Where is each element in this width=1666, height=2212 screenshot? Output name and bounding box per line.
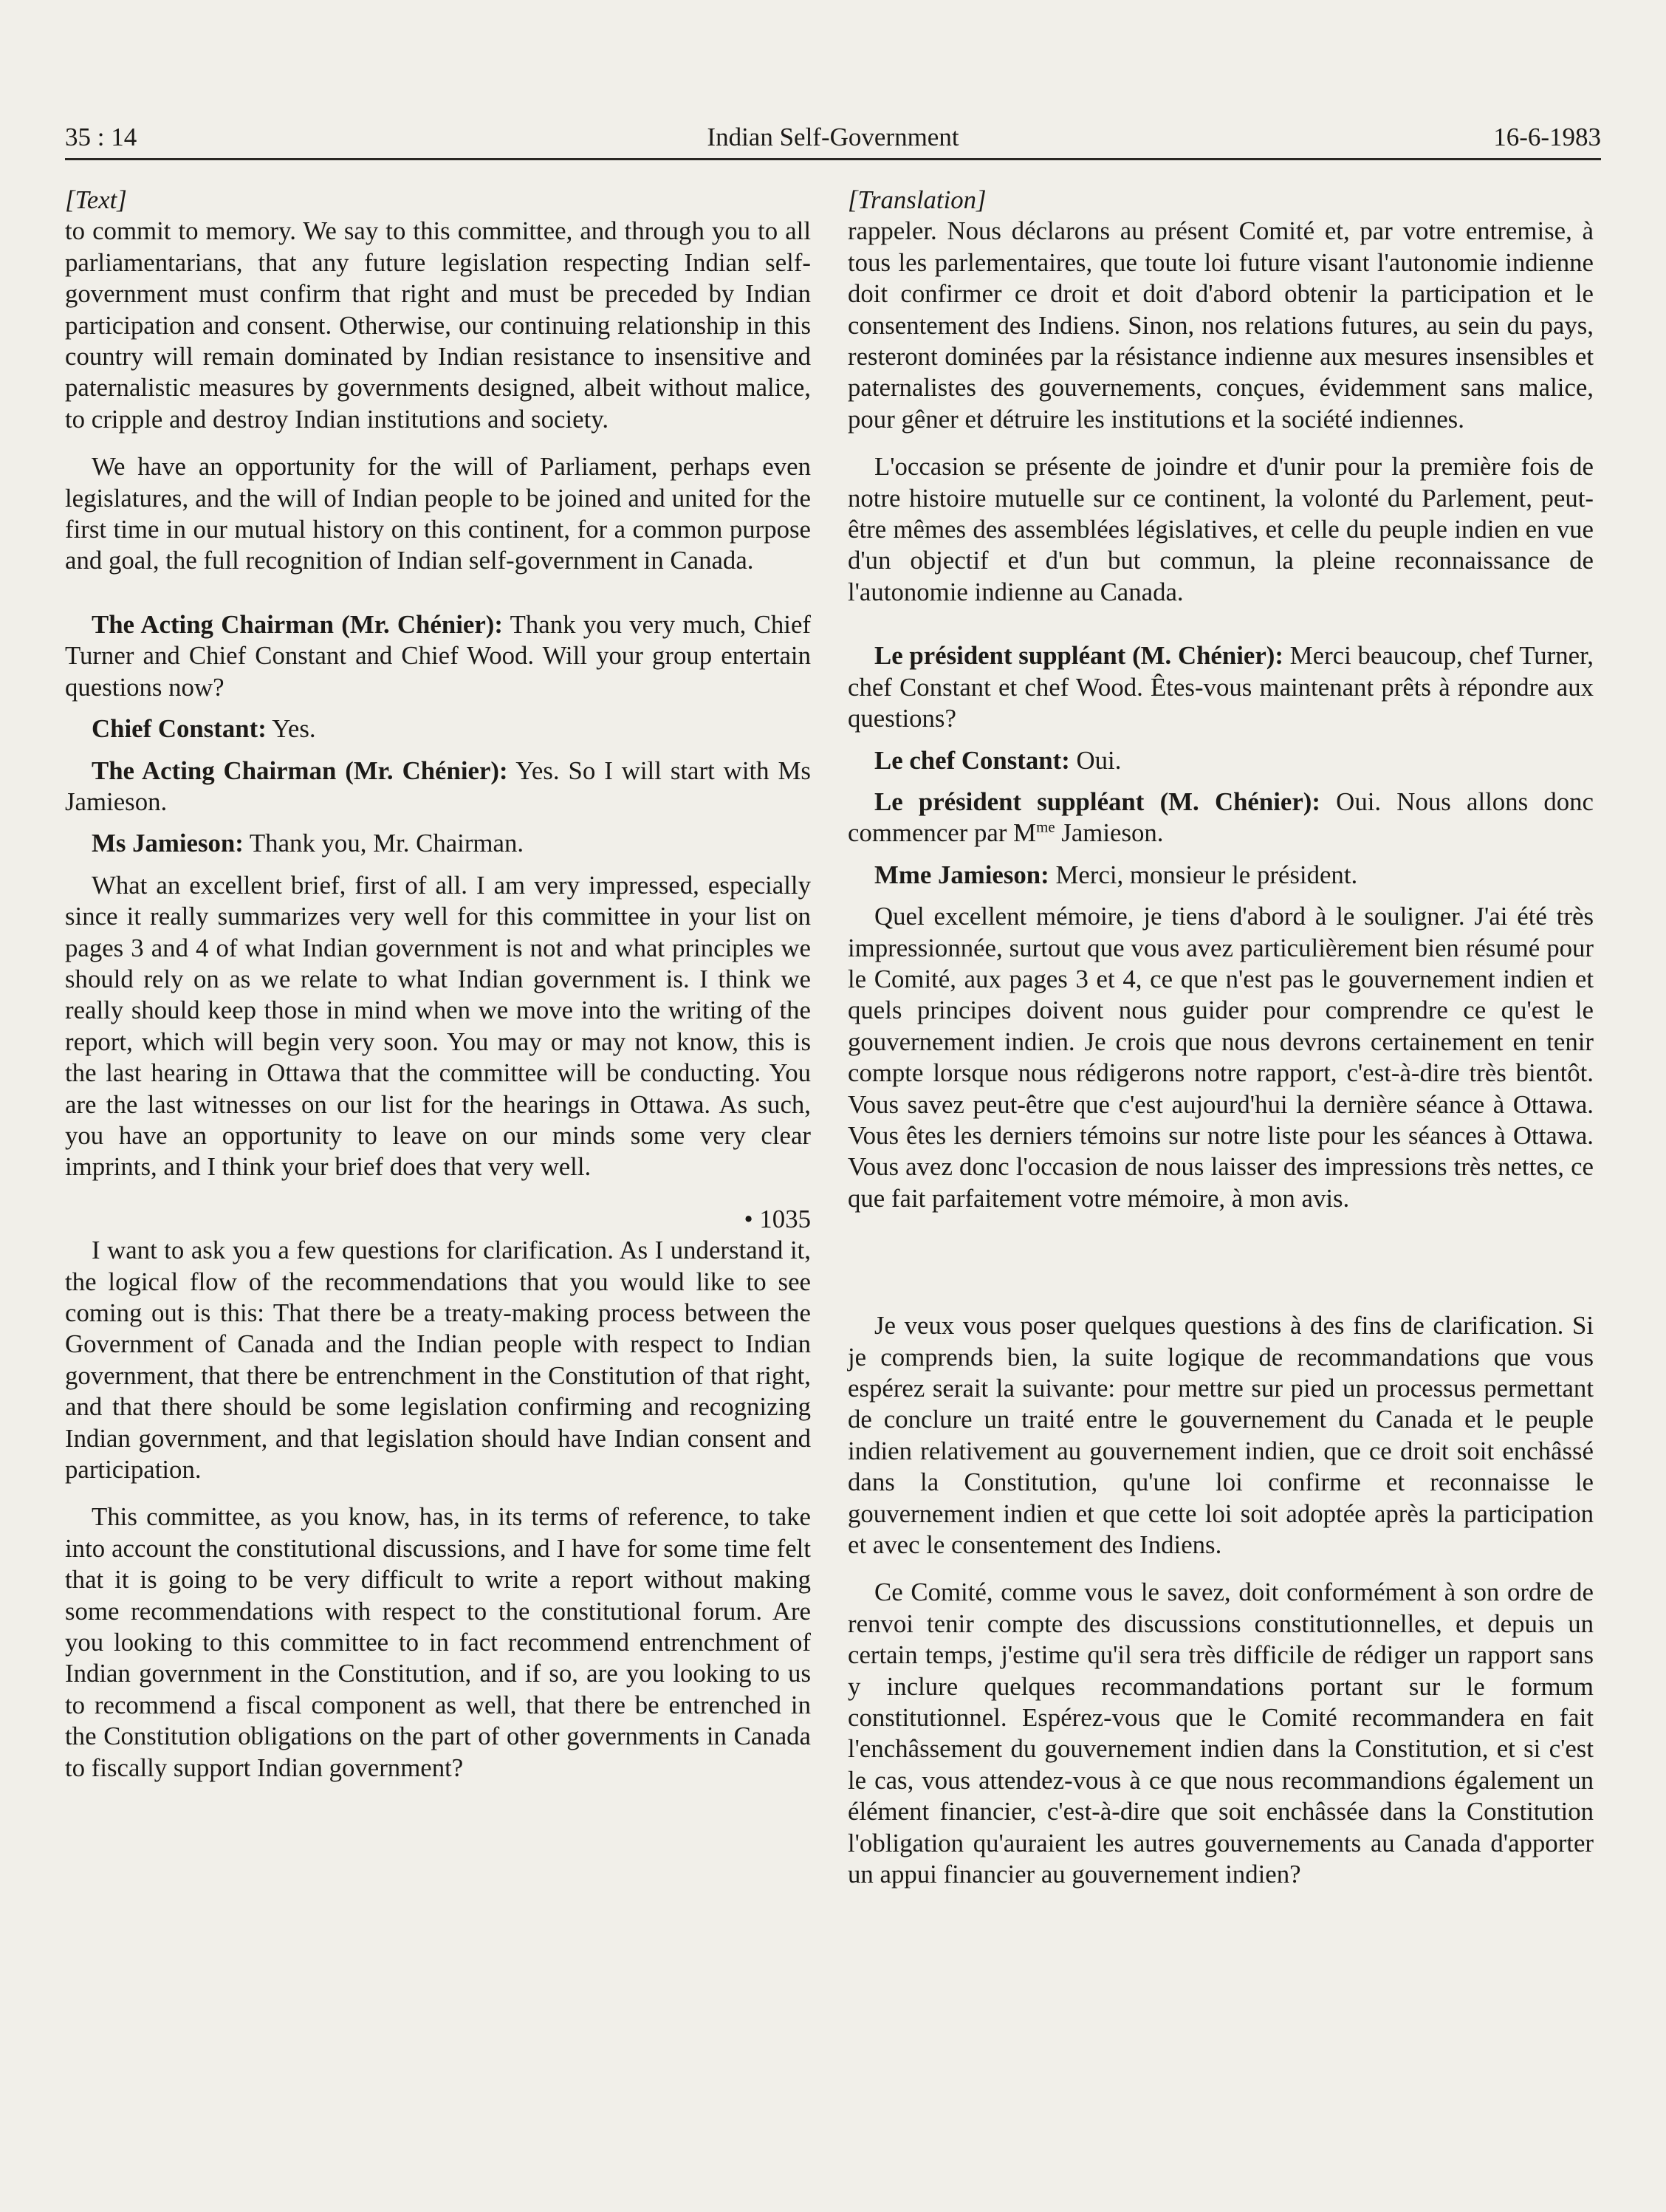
speaker-name: Chief Constant: <box>92 714 267 744</box>
speaker-name: Le président suppléant (M. Chénier): <box>874 641 1283 671</box>
speaker-name: Mme Jamieson: <box>874 860 1049 889</box>
paragraph: to commit to memory. We say to this committee, and through you to all parliamentarians, that any future legislation respecting Indian self-government must confirm that right and must be preceded by Indian participation and consent. Otherwise, our continuing relationship in this country will remain dominated by Indian resistance to insensitive and paternalistic measures by governments designed, albeit without malice, to cripple and destroy Indian institutions and society. <box>65 216 811 434</box>
speaker-turn <box>848 640 1594 734</box>
paragraph: Je veux vous poser quelques questions à des fins de clarification. Si je comprends bien, la suite logique de recommandations que vous espérez serait la suivante: pour mettre sur pied un processus permettant de conclure un traité entre le gouvernement du Canada et le peuple indien relativement au gouvernement indien, que ce droit soit enchâssé dans la Constitution, qu'une loi confirme et reconnaisse le gouvernement indien et que cette loi soit adoptée après la participation et avec le consentement des Indiens. <box>848 1311 1594 1560</box>
speech-text: Thank you very much, Chief Turner and Chief Constant and Chief Wood. Will your group entertain questions now? <box>65 609 811 702</box>
speaker-turn <box>848 860 1594 891</box>
french-column <box>848 185 1594 1891</box>
paragraph: We have an opportunity for the will of Parliament, perhaps even legislatures, and the will of Indian people to be joined and united for the first time in our mutual history on this continent, for a common purpose and goal, the full recognition of Indian self-government in Canada. <box>65 452 811 575</box>
speaker-turn <box>848 745 1594 776</box>
speech-text: Oui. Nous allons donc commencer par M <box>848 787 1594 848</box>
speech-text: Yes. <box>266 714 316 744</box>
paragraph: I want to ask you a few questions for clarification. As I understand it, the logical flow of the recommendations that you would like to see coming out is this: That there be a treaty-making process between the Government of Canada and the Indian people with respect to Indian government, that there be entrenchment in the Constitution of that right, and that there should be some legislation confirming and recognizing Indian government, and that legislation should have Indian consent and participation. <box>65 1236 811 1485</box>
speaker-name: Ms Jamieson: <box>92 829 244 858</box>
speaker-turn <box>65 756 811 818</box>
paragraph: L'occasion se présente de joindre et d'unir pour la première fois de notre histoire mutuelle sur ce continent, la volonté du Parlement, peut-être mêmes des assemblées législatives, et celle du peuple indien en vue d'un objectif et d'un but commun, la pleine reconnaissance de l'autonomie indienne au Canada. <box>848 452 1594 606</box>
paragraph: rappeler. Nous déclarons au présent Comité et, par votre entremise, à tous les parlementaires, que toute loi future visant l'autonomie indienne doit confirmer ce droit et doit d'abord obtenir la participation et le consentement des Indiens. Sinon, nos relations futures, au sein du pays, resteront dominées par la résistance indienne aux mesures insensibles et paternalistes des gouvernements, conçues, évidemment sans malice, pour gêner et détruire les institutions et la société indiennes. <box>848 216 1594 434</box>
english-column <box>65 185 811 1784</box>
speaker-turn <box>65 828 811 859</box>
text-tag: [Text] <box>65 185 127 214</box>
speech-text: Oui. <box>1069 745 1122 775</box>
speech-text: Merci beaucoup, chef Turner, chef Constant et chef Wood. Êtes-vous maintenant prêts à répondre aux questions? <box>848 641 1594 733</box>
speaker-name: The Acting Chairman (Mr. Chénier): <box>92 756 508 785</box>
speaker-name: Le chef Constant: <box>874 745 1070 775</box>
speech-text: Yes. So I will start with Ms Jamieson. <box>65 756 811 816</box>
page-number: 35 : 14 <box>65 123 137 151</box>
issue-date: 16-6-1983 <box>1493 123 1601 151</box>
running-title: Indian Self-Government <box>707 123 959 151</box>
speech-text-end: Jamieson. <box>1055 818 1164 848</box>
paragraph: What an excellent brief, first of all. I am very impressed, especially since it really summarizes very well for this committee in your list on pages 3 and 4 of what Indian government is not and what principles we should rely on as we relate to what Indian government is. I think we really should keep those in mind when we move into the writing of the report, which will begin very soon. You may or may not know, this is the last hearing in Ottawa that the committee will be conducting. You are the last witnesses on our list for the hearings in Ottawa. As such, you have an opportunity to leave on our minds some very clear imprints, and I think your brief does that very well. <box>65 870 811 1182</box>
speech-text: Thank you, Mr. Chairman. <box>243 829 524 858</box>
speaker-name: Le président suppléant (M. Chénier): <box>874 787 1320 816</box>
time-marker: • 1035 <box>744 1204 811 1233</box>
speaker-turn <box>65 713 811 744</box>
paragraph: Quel excellent mémoire, je tiens d'abord à le souligner. J'ai été très impressionnée, surtout que vous avez particulièrement bien résumé pour le Comité, aux pages 3 et 4, ce que n'est pas le gouvernement indien et quels principes doivent nous guider pour comprendre ce qu'est le gouvernement indien. Je crois que nous devrons certainement en tenir compte lorsque nous rédigerons notre rapport, c'est-à-dire très bientôt. Vous savez peut-être que c'est aujourd'hui la dernière séance à Ottawa. Vous êtes les derniers témoins sur notre liste pour les séances à Ottawa. Vous avez donc l'occasion de nous laisser des impressions très nettes, ce que fait parfaitement votre mémoire, à mon avis. <box>848 902 1594 1213</box>
speaker-name: The Acting Chairman (Mr. Chénier): <box>92 609 503 639</box>
speech-text: Merci, monsieur le président. <box>1049 860 1358 889</box>
marker-spacer <box>848 1214 1594 1310</box>
superscript: me <box>1036 818 1055 836</box>
paragraph: Ce Comité, comme vous le savez, doit conformément à son ordre de renvoi tenir compte des discussions constitutionnelles, et depuis un certain temps, j'estime qu'il sera très difficile de rédiger un rapport sans y inclure quelques recommandations portant sur le formum constitutionnel. Espérez-vous que le Comité recommandera en fait l'enchâssement du gouvernement indien dans la Constitution, et si c'est le cas, vous attendez-vous à ce que nous recommandions également un élément financier, c'est-à-dire que soit enchâssée dans la Constitution l'obligation qu'auraient les autres gouvernements au Canada d'apporter un appui financier au gouvernement indien? <box>848 1578 1594 1889</box>
speaker-turn <box>848 787 1594 849</box>
paragraph: This committee, as you know, has, in its terms of reference, to take into account the constitutional discussions, and I have for some time felt that it is going to be very difficult to write a report without making some recommendations with respect to the constitutional forum. Are you looking to this committee to in fact recommend entrenchment of Indian government in the Constitution, and if so, are you looking to us to recommend a fiscal component as well, that there be entrenched in the Constitution obligations on the part of other governments in Canada to fiscally support Indian government? <box>65 1502 811 1782</box>
translation-tag: [Translation] <box>848 185 987 214</box>
page-header <box>65 117 1601 160</box>
speaker-turn <box>65 609 811 703</box>
